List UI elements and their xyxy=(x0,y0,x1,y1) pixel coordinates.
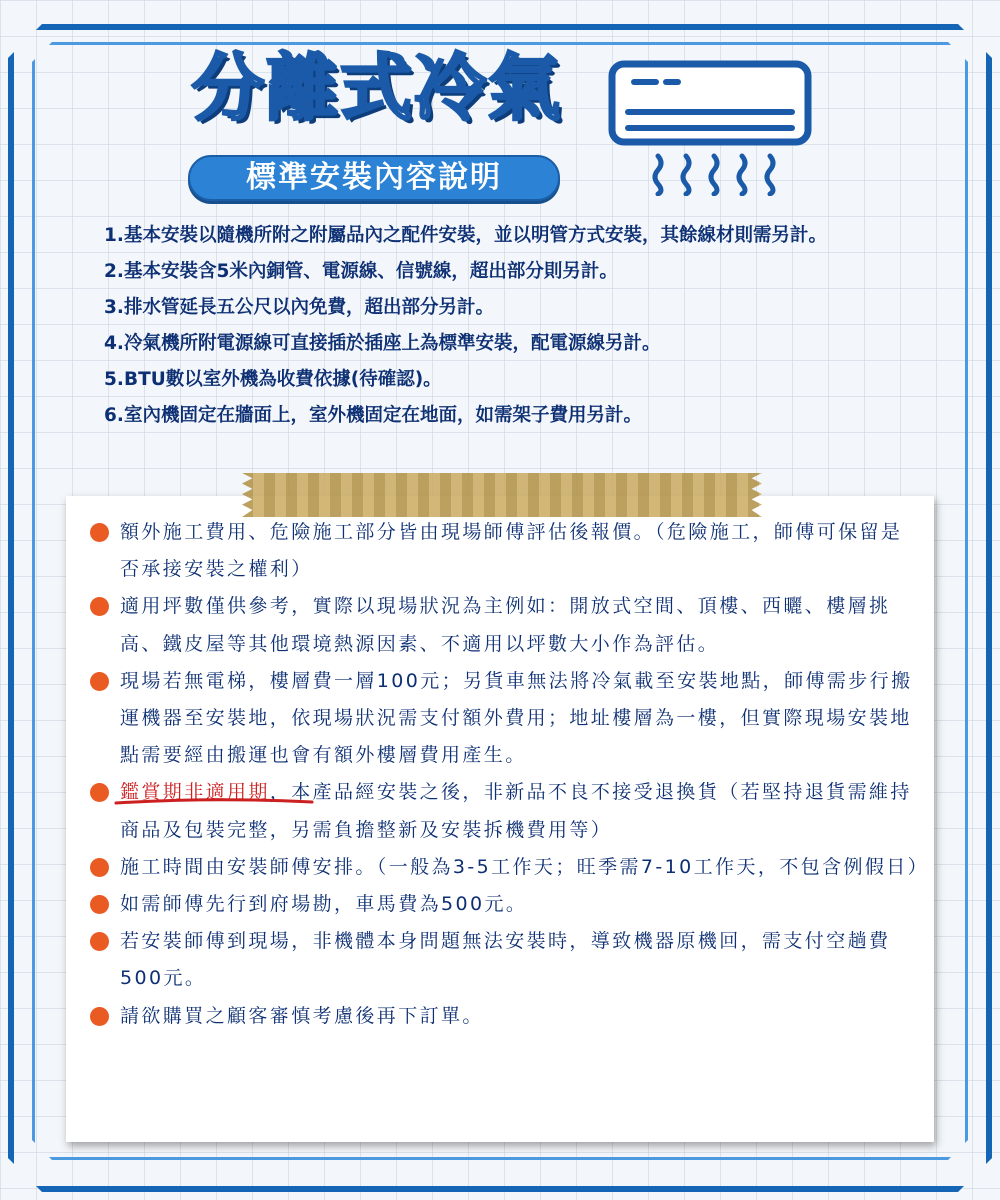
list-item xyxy=(104,326,934,362)
air-conditioner-icon xyxy=(608,60,812,196)
decorative-tape xyxy=(242,473,762,517)
highlight-text: 鑑賞期非適用期 xyxy=(120,781,270,803)
note-item xyxy=(90,923,920,997)
item-text: 基本安裝含5米內銅管、電源線、信號線，超出部分則另計。 xyxy=(124,261,618,282)
note-item xyxy=(90,588,920,662)
item-number: 2. xyxy=(104,261,124,282)
note-text: 施工時間由安裝師傅安排。（一般為3-5工作天；旺季需7-10工作天，不包含例假日） xyxy=(120,855,930,878)
note-item xyxy=(90,886,920,923)
item-text: BTU數以室外機為收費依據(待確認)。 xyxy=(124,369,442,390)
item-number: 4. xyxy=(104,333,124,354)
subtitle-badge: 標準安裝內容說明 xyxy=(188,155,560,201)
bullet-dot-icon xyxy=(90,597,109,616)
bullet-dot-icon xyxy=(90,672,109,691)
note-text: 適用坪數僅供參考，實際以現場狀況為主例如：開放式空間、頂樓、西曬、樓層挑高、鐵皮屋等其他環境熱源因素、不適用以坪數大小作為評估。 xyxy=(120,595,891,655)
note-item xyxy=(90,663,920,775)
note-text: 若安裝師傅到現場，非機體本身問題無法安裝時，導致機器原機回，需支付空趟費500元。 xyxy=(120,930,891,990)
page-title: 分離式冷氣 xyxy=(192,46,563,130)
note-text: 請欲購買之顧客審慎考慮後再下訂單。 xyxy=(120,1004,484,1027)
red-underline-mark xyxy=(114,796,314,806)
list-item xyxy=(104,362,934,398)
install-items-list xyxy=(104,218,934,434)
note-text: 如需師傅先行到府場勘，車馬費為500元。 xyxy=(120,893,528,916)
item-text: 排水管延長五公尺以內免費，超出部分另計。 xyxy=(124,297,495,318)
list-item xyxy=(104,398,934,434)
notes-list xyxy=(90,514,930,1035)
item-number: 1. xyxy=(104,225,124,246)
list-item xyxy=(104,290,934,326)
note-text: ，本產品經安裝之後，非新品不良不接受退換貨（若堅持退貨需維持商品及包裝完整，另需負擔整新及安裝拆機費用等） xyxy=(120,781,912,841)
wavy-airflow-icon xyxy=(655,156,773,194)
bullet-dot-icon xyxy=(90,783,109,802)
note-item xyxy=(90,849,930,886)
bullet-dot-icon xyxy=(90,858,109,877)
list-item xyxy=(104,254,934,290)
bullet-dot-icon xyxy=(90,932,109,951)
item-number: 6. xyxy=(104,405,124,426)
item-text: 基本安裝以隨機所附之附屬品內之配件安裝，並以明管方式安裝，其餘線材則需另計。 xyxy=(124,225,828,246)
bullet-dot-icon xyxy=(90,895,109,914)
note-text: 現場若無電梯，樓層費一層100元；另貨車無法將冷氣載至安裝地點，師傅需步行搬運機器至安裝地，依現場狀況需支付額外費用；地址樓層為一樓，但實際現場安裝地點需要經由搬運也會有額外樓層費用產生。 xyxy=(120,669,913,767)
note-text: 額外施工費用、危險施工部分皆由現場師傅評估後報價。（危險施工，師傅可保留是否承接安裝之權利） xyxy=(120,521,903,581)
item-number: 5. xyxy=(104,369,124,390)
item-number: 3. xyxy=(104,297,124,318)
note-item xyxy=(90,998,920,1035)
list-item xyxy=(104,218,934,254)
item-text: 冷氣機所附電源線可直接插於插座上為標準安裝，配電源線另計。 xyxy=(124,333,661,354)
note-item xyxy=(90,774,920,848)
note-item xyxy=(90,514,920,588)
bullet-dot-icon xyxy=(90,1007,109,1026)
bullet-dot-icon xyxy=(90,523,109,542)
item-text: 室內機固定在牆面上，室外機固定在地面，如需架子費用另計。 xyxy=(124,405,643,426)
